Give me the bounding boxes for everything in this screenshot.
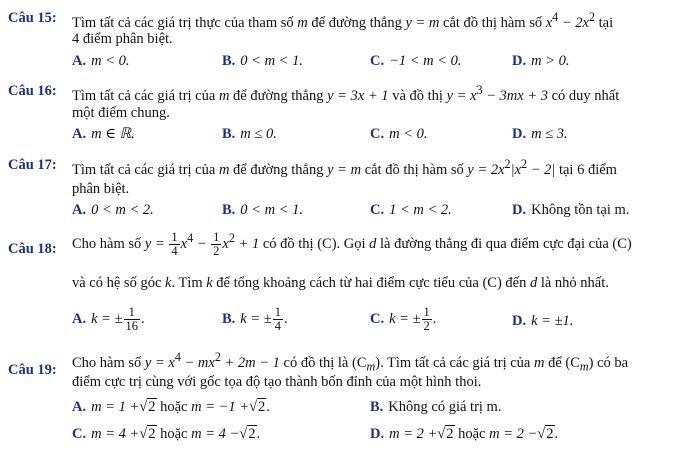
option-letter: C. <box>72 426 87 442</box>
square-root <box>139 425 156 442</box>
text: − <box>193 235 207 252</box>
superscript: 3 <box>476 83 483 97</box>
option-letter: A. <box>72 202 87 218</box>
question-label: Câu 16: <box>8 83 57 99</box>
text: Cho hàm số <box>72 354 142 371</box>
text: m < 0. <box>91 53 130 69</box>
fraction <box>169 231 179 258</box>
question-text <box>72 157 617 179</box>
text: m <box>218 161 230 178</box>
text: k <box>206 275 213 291</box>
option-letter: C. <box>370 53 385 69</box>
question-label: Câu 15: <box>8 10 57 26</box>
option-c[interactable] <box>370 306 436 333</box>
text: Tìm tất cả các giá trị của <box>72 161 216 178</box>
fraction-numerator: 1 <box>124 306 141 320</box>
question-text <box>72 231 632 258</box>
superscript: 4 <box>187 231 194 245</box>
question-text <box>72 83 619 105</box>
text: để đường thẳng <box>311 14 402 31</box>
text: − 2| <box>527 161 556 178</box>
fraction-denominator: 16 <box>125 319 139 333</box>
text: + 2m − 1 <box>220 354 280 371</box>
text: y = 3x + 1 <box>327 87 389 104</box>
superscript: 2 <box>228 231 235 245</box>
text: −1 < m < 0. <box>389 53 462 69</box>
text: . <box>554 426 559 442</box>
question-text <box>72 10 613 32</box>
text: có đồ thị (C). Gọi <box>262 235 366 252</box>
text: m ≤ 3. <box>531 126 568 142</box>
text: hoặc <box>160 426 188 442</box>
question-label: Câu 19: <box>8 362 57 378</box>
option-letter: C. <box>370 126 385 142</box>
text: m = 1 + <box>91 399 140 415</box>
text: √ <box>139 426 148 442</box>
fraction-numerator: 1 <box>213 230 220 244</box>
text: k <box>165 275 172 291</box>
option-a[interactable] <box>72 202 154 219</box>
text: m <box>579 359 589 374</box>
fraction-denominator: 2 <box>423 319 430 333</box>
text: y = m <box>405 14 440 31</box>
question-label: Câu 17: <box>8 157 57 173</box>
question-text-cont: một điểm chung. <box>72 105 170 121</box>
text: tại <box>598 14 614 31</box>
fraction-denominator: 4 <box>171 244 178 258</box>
text: m ≤ 0. <box>240 126 277 142</box>
option-a[interactable] <box>72 53 130 70</box>
option-a[interactable] <box>72 399 270 416</box>
option-b[interactable] <box>222 53 303 70</box>
question-text <box>72 350 628 375</box>
text: m = 4 + <box>91 426 140 442</box>
text: là nhỏ nhất. <box>540 275 609 291</box>
text: là đường thẳng đi qua điểm cực đại của (C) <box>380 235 632 252</box>
option-letter: B. <box>370 399 384 415</box>
question-text-cont: phân biệt. <box>72 181 130 197</box>
text: Tìm tất cả các giá trị của <box>72 87 216 104</box>
option-letter: B. <box>222 126 236 142</box>
option-c[interactable] <box>370 202 452 219</box>
text: √ <box>437 426 446 442</box>
question-text-cont: 4 điểm phân biệt. <box>72 31 173 47</box>
superscript: 2 <box>521 157 528 171</box>
text: 1 < m < 2. <box>389 202 452 218</box>
question-text-cont: điểm cực trị cùng với gốc tọa độ tạo thành bốn đỉnh của một hình thoi. <box>72 374 482 390</box>
text: ) có ba <box>588 354 629 371</box>
superscript: 2 <box>588 10 595 24</box>
fraction-numerator: 1 <box>274 305 281 319</box>
answer-options <box>72 126 672 146</box>
text: m = −1 + <box>191 399 250 415</box>
text: d <box>529 275 538 291</box>
text: Không tồn tại m. <box>531 202 630 218</box>
text: 0 < m < 1. <box>240 202 303 218</box>
fraction-denominator: 2 <box>213 244 220 258</box>
option-letter: A. <box>72 399 87 415</box>
fraction <box>124 306 141 333</box>
text: để (C <box>548 354 580 371</box>
option-letter: A. <box>72 126 87 142</box>
text: k = ±1. <box>531 313 574 329</box>
text: − mx <box>180 354 215 371</box>
text: cắt đồ thị hàm số <box>443 14 543 31</box>
option-a[interactable] <box>72 126 135 143</box>
option-letter: D. <box>512 126 527 142</box>
text: . <box>432 310 437 327</box>
text: d <box>369 235 377 252</box>
text: √ <box>537 426 546 442</box>
subscript <box>580 360 589 374</box>
text: m ∈ ℝ. <box>91 126 135 142</box>
text: có duy nhất <box>551 87 620 104</box>
text: m = 2 − <box>489 426 538 442</box>
text: 0 < m < 2. <box>91 202 154 218</box>
text: . Tìm <box>171 275 203 291</box>
option-d[interactable] <box>512 202 629 219</box>
superscript: 2 <box>504 157 511 171</box>
text: hoặc <box>160 399 188 415</box>
text: k = ± <box>240 310 272 327</box>
superscript: 2 <box>214 350 221 364</box>
answer-options <box>72 53 672 73</box>
text: để đường thẳng <box>233 87 324 104</box>
option-letter: B. <box>222 53 236 69</box>
text: y = x <box>144 354 175 371</box>
radicand: 2 <box>148 426 156 442</box>
answer-options-row1 <box>72 399 672 419</box>
text: Cho hàm số <box>72 235 142 252</box>
text: m <box>218 87 230 104</box>
question-text-cont <box>72 275 609 292</box>
answer-options-row2 <box>72 426 672 446</box>
fraction <box>422 306 432 333</box>
fraction-numerator: 1 <box>423 305 430 319</box>
option-letter: C. <box>370 310 385 327</box>
text: . <box>283 310 288 327</box>
fraction <box>211 231 221 258</box>
text: − 3mx + 3 <box>482 87 548 104</box>
text: . <box>141 310 145 327</box>
option-letter: A. <box>72 310 87 327</box>
fraction-numerator: 1 <box>171 230 178 244</box>
text: cắt đồ thị hàm số <box>364 161 464 178</box>
text: m <box>297 14 308 31</box>
option-c[interactable] <box>370 53 462 70</box>
subscript <box>367 360 376 374</box>
option-letter: D. <box>512 53 527 69</box>
square-root <box>537 425 554 442</box>
text: x <box>180 235 188 252</box>
text: √ <box>249 399 258 415</box>
answer-options <box>72 306 672 340</box>
text: . <box>266 399 270 415</box>
answer-options <box>72 202 672 222</box>
text: √ <box>239 426 248 442</box>
option-letter: D. <box>512 313 527 329</box>
square-root <box>139 398 156 415</box>
text: y = x <box>446 87 477 104</box>
radicand: 2 <box>148 399 156 415</box>
radicand: 2 <box>258 399 266 415</box>
radicand: 2 <box>248 426 256 442</box>
option-letter: D. <box>370 426 385 442</box>
option-d[interactable] <box>370 426 558 443</box>
text: ). Tìm tất cả các giá trị của <box>375 354 531 371</box>
option-letter: B. <box>222 310 236 327</box>
text: x <box>545 14 553 31</box>
text: và đồ thị <box>392 87 443 104</box>
text: y = m <box>327 161 362 178</box>
text: k = ± <box>389 310 421 327</box>
text: . <box>256 426 261 442</box>
superscript: 4 <box>174 350 181 364</box>
option-d[interactable] <box>512 126 568 143</box>
text: để tổng khoảng cách từ hai điểm cực tiểu của (C) đến <box>216 275 527 291</box>
option-letter: B. <box>222 202 236 218</box>
text: − 2x <box>558 14 589 31</box>
question-label: Câu 18: <box>8 241 57 257</box>
text: + 1 <box>234 235 260 252</box>
square-root <box>249 398 266 415</box>
option-c[interactable] <box>370 126 428 143</box>
fraction <box>273 306 283 333</box>
text: và có hệ số góc <box>72 275 162 291</box>
text: 0 < m < 1. <box>240 53 303 69</box>
option-letter: A. <box>72 53 87 69</box>
option-letter: C. <box>370 202 385 218</box>
text: m <box>533 354 545 371</box>
option-b[interactable] <box>222 126 277 143</box>
text: tại 6 điểm <box>558 161 617 178</box>
text: m = 4 − <box>191 426 240 442</box>
text: m <box>366 359 376 374</box>
text: √ <box>139 399 148 415</box>
text: x <box>222 235 229 252</box>
text: y = 2x <box>467 161 505 178</box>
option-d[interactable] <box>512 313 573 330</box>
text: Tìm tất cả các giá trị thực của tham số <box>72 14 294 31</box>
option-d[interactable] <box>512 53 570 70</box>
radicand: 2 <box>446 426 454 442</box>
fraction-denominator: 4 <box>274 319 281 333</box>
option-b[interactable] <box>222 202 303 219</box>
option-letter: D. <box>512 202 527 218</box>
option-b[interactable] <box>370 399 501 416</box>
text: y = <box>144 235 165 252</box>
option-a[interactable] <box>72 306 145 333</box>
text: có đồ thị là (C <box>283 354 367 371</box>
square-root <box>239 425 256 442</box>
radicand: 2 <box>546 426 554 442</box>
option-b[interactable] <box>222 306 288 333</box>
text: m > 0. <box>531 53 570 69</box>
option-c[interactable] <box>72 426 260 443</box>
text: để đường thẳng <box>233 161 324 178</box>
text: Không có giá trị m. <box>388 399 502 415</box>
text: m = 2 + <box>389 426 438 442</box>
text: |x <box>510 161 522 178</box>
superscript: 4 <box>552 10 559 24</box>
text: k = ± <box>91 310 123 327</box>
text: hoặc <box>458 426 486 442</box>
square-root <box>437 425 454 442</box>
text: m < 0. <box>389 126 428 142</box>
